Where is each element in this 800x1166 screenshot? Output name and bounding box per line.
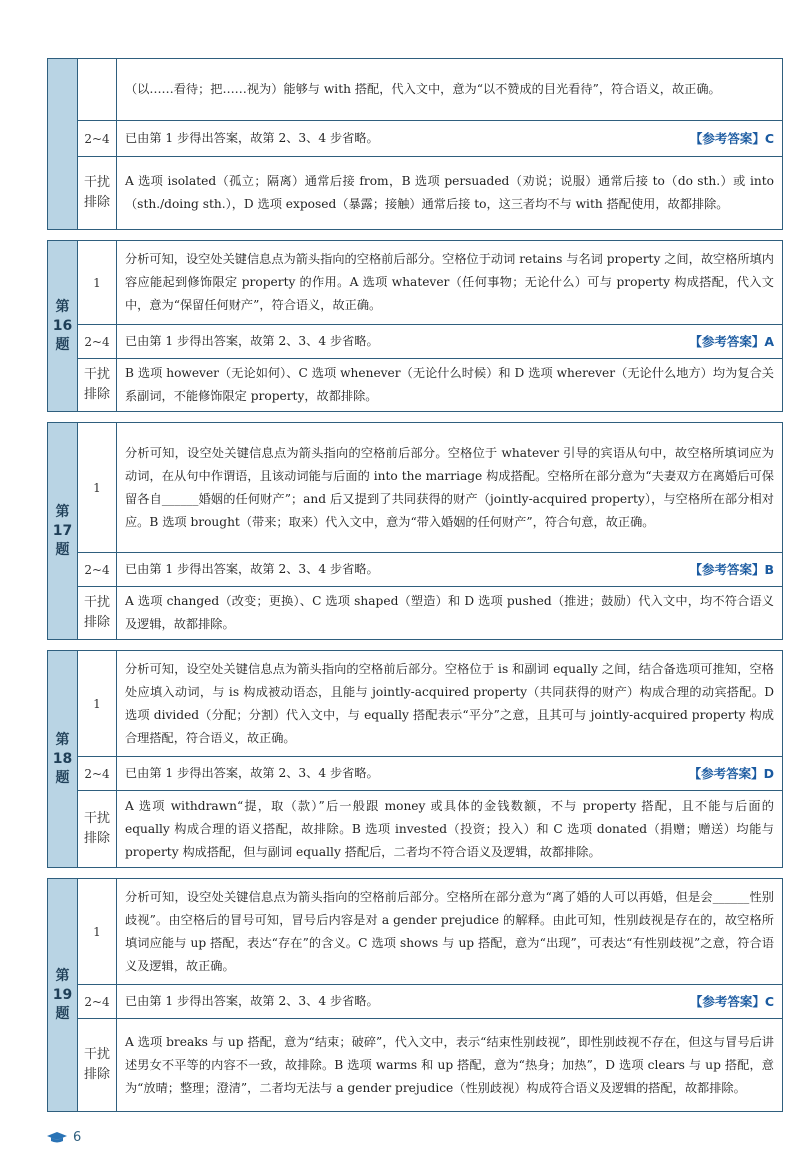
reference-answer: 【参考答案】B — [689, 562, 774, 577]
step-number — [78, 59, 117, 120]
step-text: 已由第 1 步得出答案，故第 2、3、4 步省略。 — [125, 562, 379, 576]
distractor-row — [78, 791, 782, 867]
step-text: 已由第 1 步得出答案，故第 2、3、4 步省略。 — [125, 766, 379, 780]
explanation-block-15-continued — [47, 58, 783, 230]
page-footer — [47, 1130, 81, 1145]
distractor-label: 干扰排除 — [78, 1019, 117, 1111]
answer-row — [78, 325, 782, 359]
page-number: 6 — [73, 1130, 82, 1145]
step-row — [78, 241, 782, 325]
distractor-row — [78, 587, 782, 639]
distractor-text: A 选项 isolated（孤立；隔离）通常后接 from，B 选项 persuaded（劝说；说服）通常后接 to（do sth.）或 into（sth./doing sth.），D 选项 exposed（暴露；接触）通常后接 to，这三者均不与 with 搭配使用，故都排除。 — [125, 174, 774, 211]
reference-answer: 【参考答案】C — [689, 131, 774, 146]
step-text: 分析可知，设空处关键信息点为箭头指向的空格前后部分。空格位于动词 retains 与名词 property 之间，故空格所填内容应能起到修饰限定 property 的作用。A 选项 whatever（任何事物；无论什么）可与 property 构成搭配，代入文中，意为“保留任何财产”，符合语义，故正确。 — [125, 252, 774, 312]
distractor-label: 干扰排除 — [78, 359, 117, 411]
distractor-row — [78, 359, 782, 411]
step-text: 分析可知，设空处关键信息点为箭头指向的空格前后部分。空格位于 is 和副词 equally 之间，结合备选项可推知，空格处应填入动词，与 is 构成被动语态，且能与 jointly-acquired property（共同获得的财产）构成合理的动宾搭配。D 选项 divided（分配；分割）代入文中，与 equally 搭配表示“平分”之意，且其可与 jointly-acquired property 构成合理搭配，符合语义，故正确。 — [125, 661, 774, 745]
step-number: 2~4 — [78, 757, 117, 790]
distractor-text: A 选项 breaks 与 up 搭配，意为“结束；破碎”，代入文中，表示“结束性别歧视”，即性别歧视不存在，但这与冒号后讲述男女不平等的内容不一致，故排除。B 选项 warms 和 up 搭配，意为“热身；加热”，D 选项 clears 与 up 搭配，意为“放晴；整理；澄清”，二者均无法与 a gender prejudice（性别歧视）构成符合语义及逻辑的搭配，故都排除。 — [125, 1034, 774, 1095]
step-row — [78, 59, 782, 121]
step-row — [78, 651, 782, 757]
question-label: 第 18 题 — [48, 651, 78, 867]
distractor-text: A 选项 changed（改变；更换）、C 选项 shaped（塑造）和 D 选项 pushed（推进；鼓励）代入文中，均不符合语义及逻辑，故都排除。 — [125, 594, 774, 631]
step-text: 已由第 1 步得出答案，故第 2、3、4 步省略。 — [125, 994, 379, 1008]
explanation-block-18 — [47, 650, 783, 868]
explanation-block-17 — [47, 422, 783, 640]
distractor-row — [78, 1019, 782, 1111]
step-number: 1 — [78, 651, 117, 756]
step-number: 1 — [78, 423, 117, 552]
step-text: 已由第 1 步得出答案，故第 2、3、4 步省略。 — [125, 131, 379, 145]
step-number: 2~4 — [78, 121, 117, 156]
step-number: 2~4 — [78, 325, 117, 358]
distractor-label: 干扰排除 — [78, 157, 117, 229]
step-number: 1 — [78, 241, 117, 324]
distractor-label: 干扰排除 — [78, 791, 117, 867]
question-label — [48, 59, 78, 229]
step-text: 分析可知，设空处关键信息点为箭头指向的空格前后部分。空格所在部分意为“离了婚的人可以再婚，但是会______性别歧视”。由空格后的冒号可知，冒号后内容是对 a gender prejudice 的解释。由此可知，性别歧视是存在的，故空格所填词应能与 up 搭配，表达“存在”的含义。C 选项 shows 与 up 搭配，意为“出现”，可表达“有性别歧视”之意，符合语义及逻辑，故正确。 — [125, 889, 774, 973]
distractor-row — [78, 157, 782, 229]
answer-row — [78, 757, 782, 791]
step-number: 2~4 — [78, 985, 117, 1018]
question-label: 第 17 题 — [48, 423, 78, 639]
graduation-cap-icon — [47, 1132, 67, 1144]
answer-row — [78, 121, 782, 157]
step-number: 2~4 — [78, 553, 117, 586]
explanation-block-19 — [47, 878, 783, 1112]
reference-answer: 【参考答案】A — [689, 334, 774, 349]
question-label: 第 16 题 — [48, 241, 78, 411]
reference-answer: 【参考答案】C — [689, 994, 774, 1009]
step-number: 1 — [78, 879, 117, 984]
distractor-text: B 选项 however（无论如何）、C 选项 whenever（无论什么时候）和 D 选项 wherever（无论什么地方）均为复合关系副词，不能修饰限定 property，故都排除。 — [125, 366, 774, 403]
answer-row — [78, 553, 782, 587]
question-label: 第 19 题 — [48, 879, 78, 1111]
answer-row — [78, 985, 782, 1019]
step-row — [78, 879, 782, 985]
step-text: 分析可知，设空处关键信息点为箭头指向的空格前后部分。空格位于 whatever 引导的宾语从句中，故空格所填词应为动词，在从句中作谓语，且该动词能与后面的 into the marriage 构成搭配。空格所在部分意为“夫妻双方在离婚后可保留各自______婚姻的任何财产”；and 后又提到了共同获得的财产（jointly-acquired property），与空格所在部分相对应。B 选项 brought（带来；取来）代入文中，意为“带入婚姻的任何财产”，符合句意，故正确。 — [125, 445, 774, 529]
step-row — [78, 423, 782, 553]
step-text: 已由第 1 步得出答案，故第 2、3、4 步省略。 — [125, 334, 379, 348]
explanation-block-16 — [47, 240, 783, 412]
step-text: （以……看待；把……视为）能够与 with 搭配，代入文中，意为“以不赞成的目光看待”，符合语义，故正确。 — [125, 82, 721, 96]
distractor-text: A 选项 withdrawn“提，取（款）”后一般跟 money 或具体的金钱数额，不与 property 搭配，且不能与后面的 equally 构成合理的语义搭配，故排除。B 选项 invested（投资；投入）和 C 选项 donated（捐赠；赠送）均能与 property 构成搭配，但与副词 equally 搭配后，二者均不符合语义及逻辑，故都排除。 — [125, 798, 774, 859]
reference-answer: 【参考答案】D — [688, 766, 774, 781]
distractor-label: 干扰排除 — [78, 587, 117, 639]
